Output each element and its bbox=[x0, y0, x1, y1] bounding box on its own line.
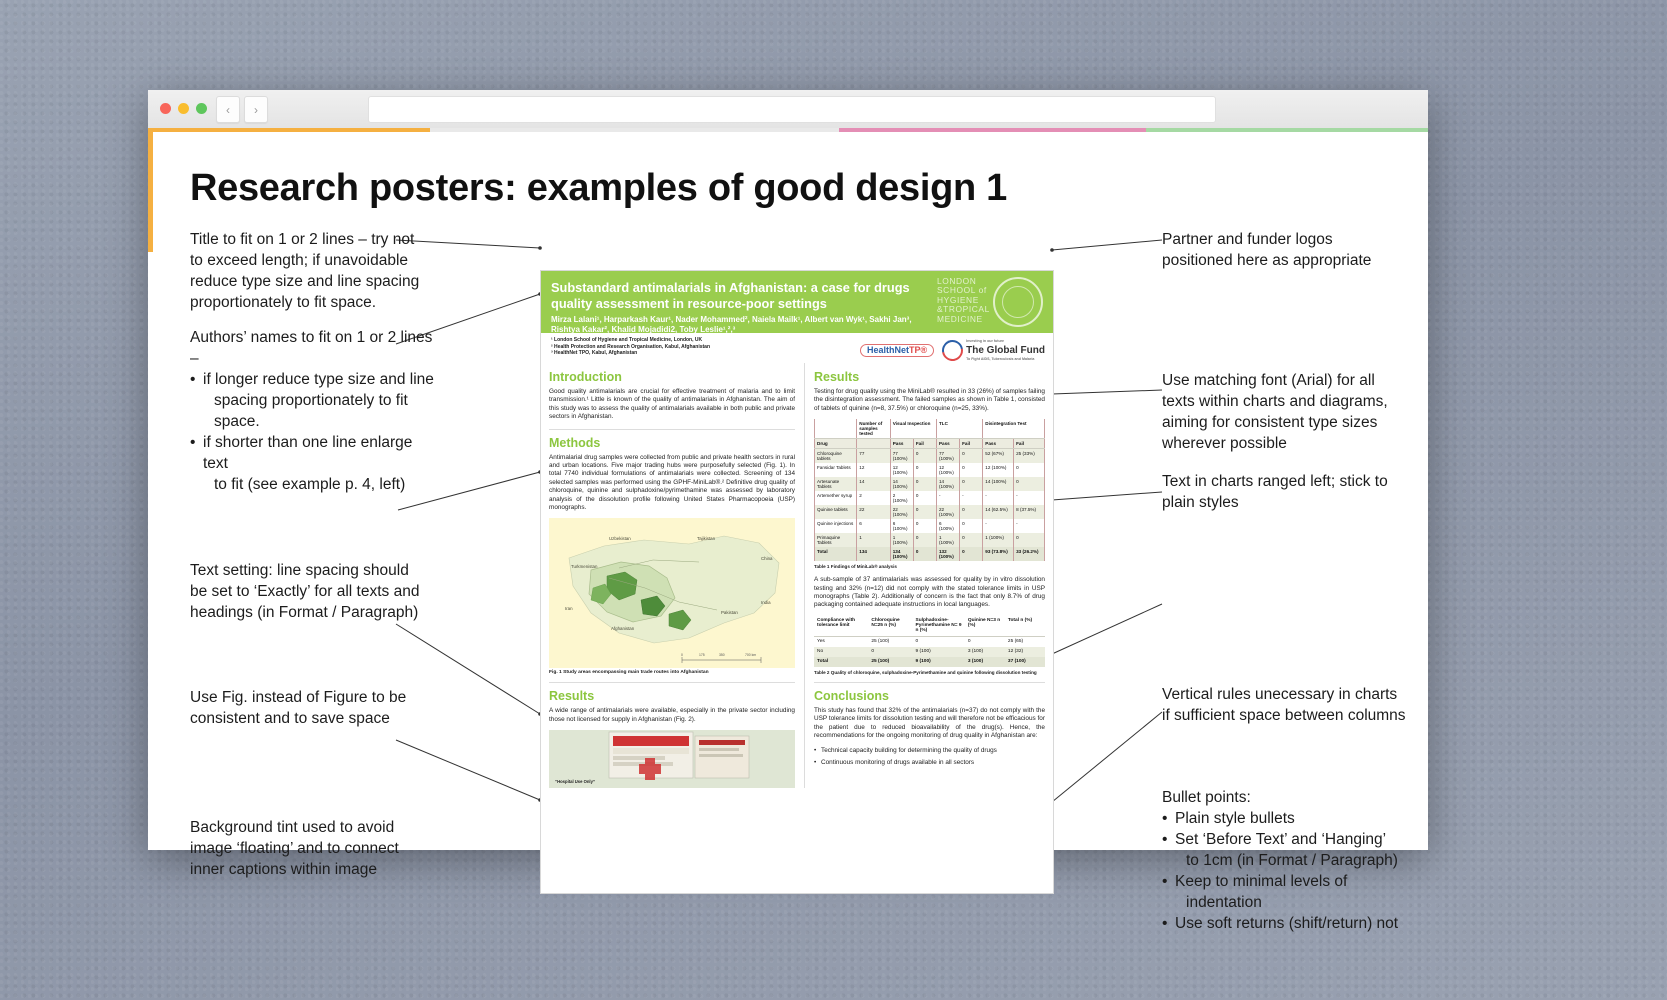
poster-authors: Mirza Lalani¹, Harparkash Kaur¹, Nader Mohammed², Naiela Mailk¹, Albert van Wyk¹, Sakhi Jan³, Rishtya Kakar², Khalid Mojadidi2, Toby Leslie¹,²,³ bbox=[551, 315, 912, 334]
table-2-caption: Table 2 Quality of chloroquine, sulphadoxine-Pyrimethamine and quinine following dissolution testing bbox=[814, 669, 1037, 675]
section-results-body: Testing for drug quality using the MiniLab® resulted in 33 (26%) of samples failing the disintegration assessment. The failed samples as shown in Table 1, consisted of tablets of quinine (n=8, 37.5%) or chloroquine (n=25, 33%). bbox=[814, 388, 1045, 412]
url-input[interactable] bbox=[369, 97, 1215, 122]
svg-text:Uzbekistan: Uzbekistan bbox=[609, 536, 631, 542]
poster-title: Substandard antimalarials in Afghanistan: a case for drugs quality assessment in resource-poor settings bbox=[551, 280, 910, 311]
poster-affiliations: ¹ London School of Hygiene and Tropical Medicine, London, UK ² Health Protection and Research Organisation, Kabul, Afghanistan ³ HealthNet TPO, Kabul, Afghanistan HealthNetTP® Investing in our future The Global Fund To Fight AIDS, Tuberculosis and Malaria bbox=[541, 333, 1053, 363]
table-row: Artemether syrup 2 2 (100%) 0 - - - - bbox=[815, 491, 1045, 505]
table-row: Fansidar Tablets 12 12 (100%) 0 12 (100%) 0 12 (100%) 0 bbox=[815, 463, 1045, 477]
table-row: Number of samples tested Visual Inspection TLC Disintegration Test bbox=[815, 419, 1045, 439]
note-logos: Partner and funder logos positioned here as appropriate bbox=[1162, 231, 1372, 269]
svg-text:0: 0 bbox=[681, 653, 683, 658]
section-conclusions-body: This study has found that 32% of the antimalarials (n=37) do not comply with the USP tolerance limits for dissolution testing and will therefore not be efficacious for the patient due to reduced bioavailability of the drug(s). Hence, the recommendations for the ongoing monitoring of drug quality in Afghanistan are: bbox=[814, 706, 1045, 740]
svg-text:350: 350 bbox=[719, 653, 725, 658]
zoom-icon[interactable] bbox=[196, 103, 207, 114]
global-fund-logo-icon: Investing in our future The Global Fund To Fight AIDS, Tuberculosis and Malaria bbox=[942, 337, 1045, 364]
svg-text:175: 175 bbox=[699, 653, 705, 658]
note-bullets-list: • Plain style bullets • Set ‘Before Text’ and ‘Hanging’ to 1cm (in Format / Paragraph) • Keep to minimal levels of indentation • Use soft returns (shift/return) not bbox=[1162, 808, 1412, 934]
note-authors-bullets: • if longer reduce type size and line spacing proportionately to fit space. • if shorter than one line enlarge text to fit (see example p. 4, left) bbox=[190, 369, 440, 495]
funder-logos bbox=[860, 337, 1045, 364]
svg-text:Turkmenistan: Turkmenistan bbox=[571, 564, 598, 570]
address-bar[interactable] bbox=[368, 96, 1216, 123]
global-fund-swirl-icon bbox=[938, 336, 967, 365]
svg-text:Tajikistan: Tajikistan bbox=[697, 536, 716, 542]
note-font: Use matching font (Arial) for all texts within charts and diagrams, aiming for consistent type sizes wherever possible bbox=[1162, 372, 1388, 452]
table-1-caption: Table 1 Findings of MiniLab® analysis bbox=[814, 564, 897, 570]
conclusions-bullets: • Technical capacity building for determining the quality of drugs • Continuous monitoring of drugs available in all sectors bbox=[814, 746, 1045, 767]
browser-toolbar bbox=[148, 90, 1428, 129]
minimize-icon[interactable] bbox=[178, 103, 189, 114]
note-background-tint: Background tint used to avoid image ‘floating’ and to connect inner captions within image bbox=[190, 819, 399, 878]
forward-icon[interactable]: › bbox=[244, 96, 268, 123]
afghanistan-map-svg bbox=[549, 518, 795, 668]
table-row: Compliance with tolerance limit Chloroquine N=25 n (%) Sulphadoxine-Pyrimethamine N= 9 n (%) Quinine N=3 n (%) Total n (%) bbox=[814, 616, 1045, 637]
poster-header bbox=[541, 271, 1053, 333]
section-introduction-body: Good quality antimalarials are crucial for effective treatment of malaria and to limit transmission.¹ Little is known of the quality of antimalarials in Afghanistan. The aim of this study was to assess the quality of antimalarials available in both public and private sectors in Afghanistan. bbox=[549, 388, 795, 421]
section-results-body-2: A sub-sample of 37 antimalarials was assessed for quality by in vitro dissolution testing and 32% (n=12) did not comply with the stated tolerance limits in USP monographs (Table 2). Additionally of concern is the fact that only 8.7% of drug packaging contained adequate instructions in local languages. bbox=[814, 576, 1045, 609]
table-row: Primaquine Tablets 1 1 (100%) 0 1 (100%) 0 1 (100%) 0 bbox=[815, 533, 1045, 547]
figure-1-caption: Fig. 1 Study areas encompassing main trade routes into Afghanistan bbox=[549, 670, 709, 676]
section-results-left-heading: Results bbox=[549, 682, 795, 703]
table-row: Drug Pass Fail Pass Fail Pass Fail bbox=[815, 439, 1045, 449]
table-1 bbox=[814, 419, 1045, 561]
window-traffic-lights[interactable] bbox=[160, 103, 207, 114]
drug-packaging-photo-svg bbox=[549, 730, 781, 788]
svg-text:700 km: 700 km bbox=[745, 653, 757, 658]
table-2 bbox=[814, 616, 1045, 667]
poster-preview[interactable] bbox=[540, 270, 1054, 894]
svg-text:China: China bbox=[761, 556, 773, 562]
figure-2-photo bbox=[549, 730, 795, 788]
table-row: No 0 9 (100) 3 (100) 12 (32) bbox=[814, 647, 1045, 657]
note-authors: Authors’ names to fit on 1 or 2 lines – • if longer reduce type size and line spacing proportionately to fit space. • if shorter than one line enlarge text to fit (see example p. 4, left) bbox=[190, 327, 440, 495]
table-row: Quinine tablets 22 22 (100%) 0 22 (100%) 0 14 (62.5%) 8 (37.5%) bbox=[815, 505, 1045, 519]
close-icon[interactable] bbox=[160, 103, 171, 114]
table-row: Total 25 (100) 9 (100) 3 (100) 37 (100) bbox=[814, 657, 1045, 667]
back-icon[interactable]: ‹ bbox=[216, 96, 240, 123]
note-ranged-left: Text in charts ranged left; stick to plain styles bbox=[1162, 473, 1388, 511]
poster-column-right bbox=[805, 363, 1045, 788]
page-title: Research posters: examples of good design 1 bbox=[190, 167, 1008, 209]
section-results-heading: Results bbox=[814, 370, 860, 384]
figure-1-map bbox=[549, 518, 795, 668]
nav-buttons[interactable] bbox=[216, 96, 268, 123]
svg-text:Pakistan: Pakistan bbox=[721, 610, 738, 616]
section-introduction-heading: Introduction bbox=[549, 370, 622, 384]
poster-columns bbox=[541, 363, 1053, 788]
note-title-fit: Title to fit on 1 or 2 lines – try not to exceed length; if unavoidable reduce type size and line spacing proportionately to fit space. bbox=[190, 231, 420, 311]
table-row: Chloroquine tablets 77 77 (100%) 0 77 (100%) 0 52 (67%) 25 (33%) bbox=[815, 449, 1045, 464]
note-text-setting: Text setting: line spacing should be set to ‘Exactly’ for all texts and headings (in Format / Paragraph) bbox=[190, 562, 420, 621]
note-vertical-rules: Vertical rules unecessary in charts if sufficient space between columns bbox=[1162, 686, 1406, 724]
poster-column-left bbox=[549, 363, 805, 788]
svg-text:“Hospital Use Only”: “Hospital Use Only” bbox=[555, 779, 596, 785]
svg-text:Afghanistan: Afghanistan bbox=[611, 626, 635, 632]
browser-window bbox=[148, 90, 1428, 932]
svg-text:India: India bbox=[761, 600, 771, 606]
section-methods-body: Antimalarial drug samples were collected from public and private health sectors in rural and urban locations. Five major trading hubs were purposefully selected (Fig. 1). In total 7740 individual formulations of antimalarials were collected. Screening of 134 selected samples was performed using the GPHF-MiniLab®.² Definitive drug quality of chloroquine, quinine and sulphadoxine/pyrimethamine was assessed by laboratory analysis of the dissolution profile following United States Pharmacopoeia (USP) monographs. bbox=[549, 453, 795, 512]
svg-text:Iran: Iran bbox=[565, 606, 573, 612]
slide-page bbox=[148, 132, 1428, 932]
table-row: Artesunate Tablets 14 14 (100%) 0 14 (100%) 0 14 (100%) 0 bbox=[815, 477, 1045, 491]
section-conclusions-heading: Conclusions bbox=[814, 682, 1045, 703]
note-fig: Use Fig. instead of Figure to be consistent and to save space bbox=[190, 689, 407, 727]
lshtm-logo-icon: LONDON SCHOOL of HYGIENE &TROPICAL MEDICINE bbox=[937, 277, 1045, 329]
table-row: Total 134 134 (100%) 0 132 (100%) 0 93 (73.8%) 33 (26.2%) bbox=[815, 547, 1045, 561]
note-bullets: Bullet points: • Plain style bullets • Set ‘Before Text’ and ‘Hanging’ to 1cm (in Format / Paragraph) • Keep to minimal levels of indentation • Use soft returns (shift/return) not bbox=[1162, 787, 1412, 934]
left-accent-rail bbox=[148, 132, 153, 252]
healthnet-tpo-logo-icon: HealthNetTP® bbox=[860, 344, 934, 357]
table-row: Quinine injections 6 6 (100%) 0 6 (100%) 0 - - bbox=[815, 519, 1045, 533]
section-results-left-body: A wide range of antimalarials were available, especially in the private sector including those not licensed for supply in Afghanistan (Fig. 2). bbox=[549, 707, 795, 723]
table-row: Yes 25 (100) 0 0 25 (65) bbox=[817, 639, 1024, 645]
section-methods-heading: Methods bbox=[549, 429, 795, 450]
lshtm-seal-icon bbox=[993, 277, 1043, 327]
